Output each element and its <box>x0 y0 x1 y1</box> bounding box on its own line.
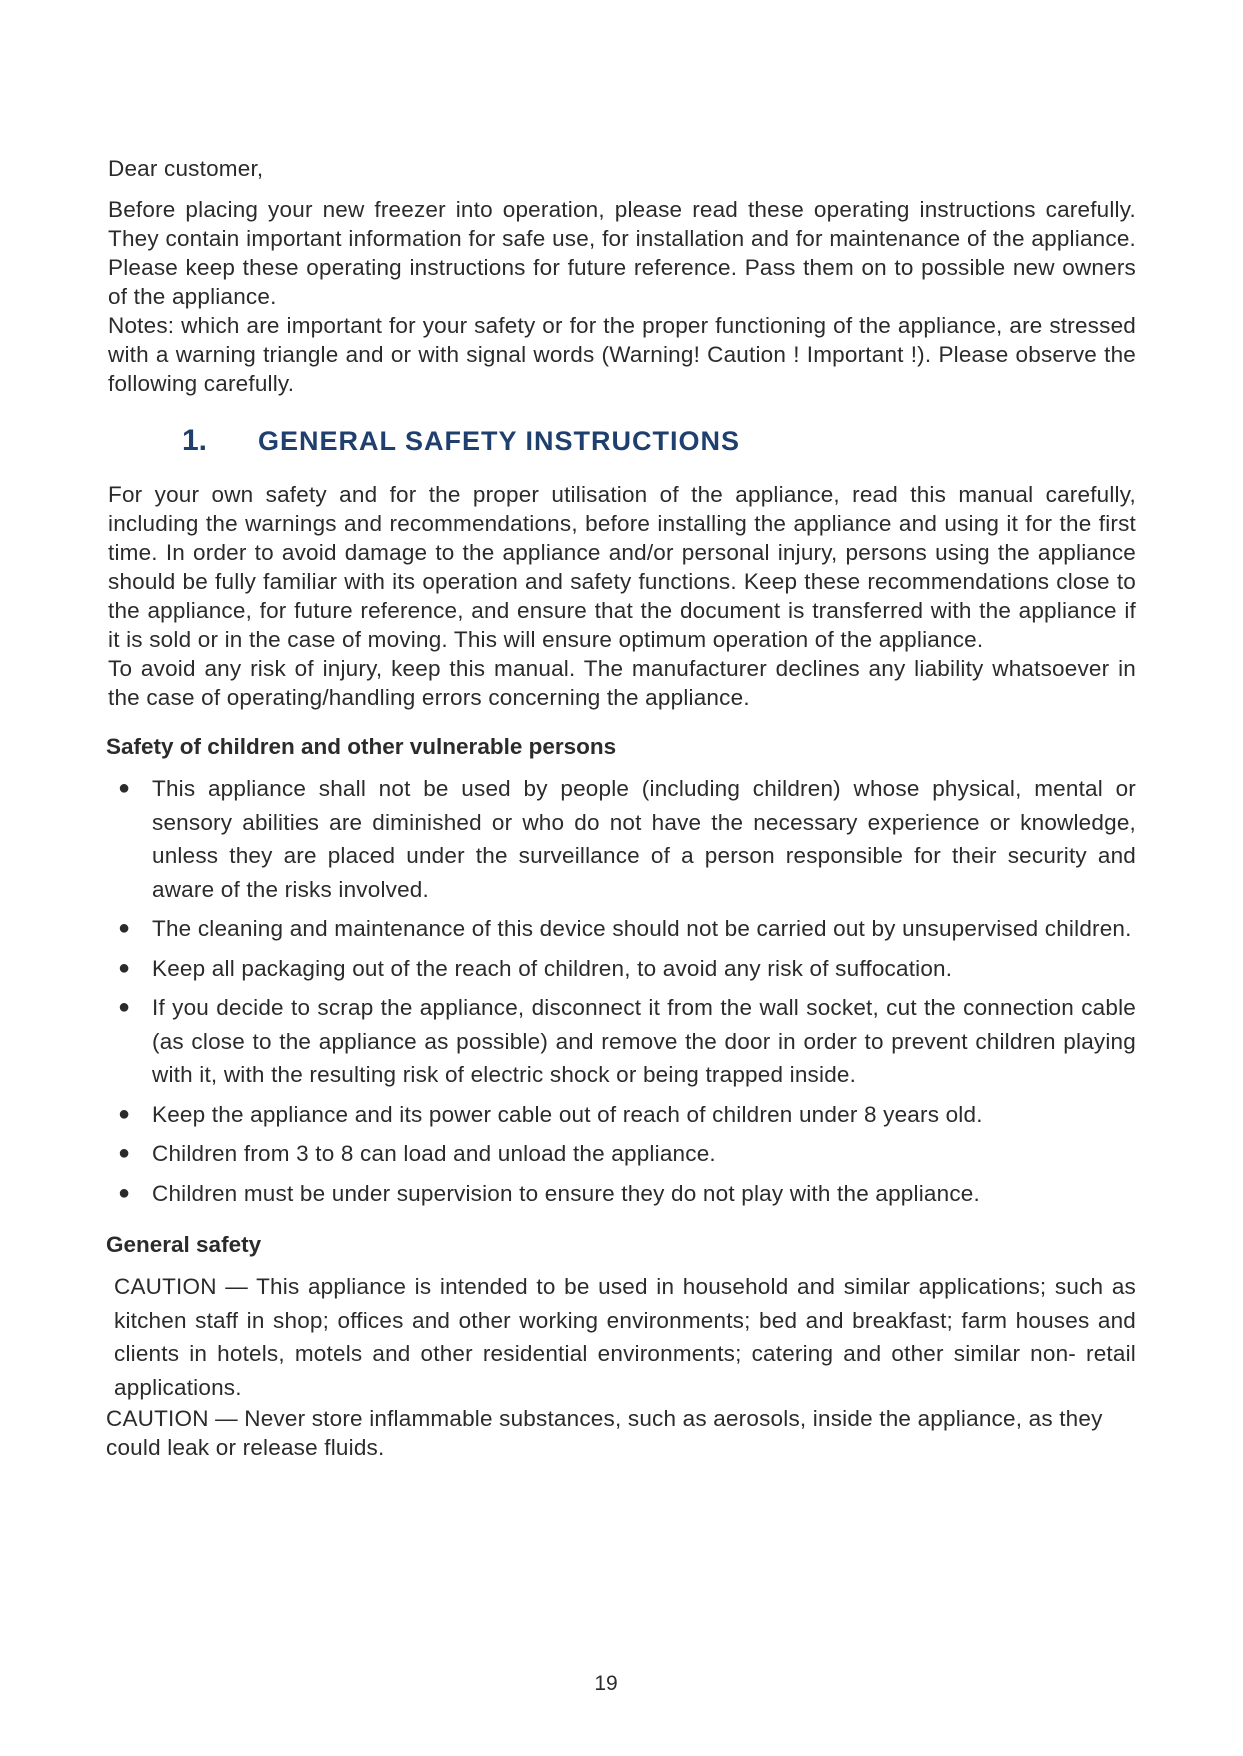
list-item-text: The cleaning and maintenance of this device should not be carried out by unsupervised children. <box>152 916 1132 941</box>
list-item-text: This appliance shall not be used by people (including children) whose physical, mental or sensory abilities are diminished or who do not have the necessary experience or knowledge, unless they are placed under the surveillance of a person responsible for their security and aware of the risks involved. <box>152 776 1136 902</box>
notes-paragraph: Notes: which are important for your safety or for the proper functioning of the appliance, are stressed with a warning triangle and or with signal words (Warning! Caution ! Important !). Please observe the following carefully. <box>108 313 1136 396</box>
list-item-text: If you decide to scrap the appliance, disconnect it from the wall socket, cut the connection cable (as close to the appliance as possible) and remove the door in order to prevent children playing with it, with the resulting risk of electric shock or being trapped inside. <box>152 995 1136 1087</box>
bullet-icon: ● <box>118 1181 131 1204</box>
bullet-icon: ● <box>118 956 131 979</box>
page-content <box>108 154 1136 1462</box>
list-item <box>108 772 1136 906</box>
bullet-icon: ● <box>118 1102 131 1125</box>
list-item <box>108 1098 1136 1132</box>
list-item-text: Keep all packaging out of the reach of children, to avoid any risk of suffocation. <box>152 955 953 981</box>
bullet-icon: ● <box>118 996 131 1018</box>
list-item <box>108 991 1136 1092</box>
list-item-text: Children must be under supervision to ensure they do not play with the appliance. <box>152 1180 980 1206</box>
children-safety-heading: Safety of children and other vulnerable persons <box>106 734 617 759</box>
list-item-text: Keep the appliance and its power cable out of reach of children under 8 years old. <box>152 1101 983 1127</box>
bullet-icon: ● <box>118 777 131 799</box>
caution-inflammable: CAUTION — Never store inflammable substances, such as aerosols, inside the appliance, as they could leak or release fluids. <box>106 1406 1103 1460</box>
bullet-icon: ● <box>118 917 131 939</box>
list-item <box>108 912 1136 946</box>
list-item-text: Children from 3 to 8 can load and unload the appliance. <box>152 1141 716 1166</box>
intro-paragraph: Before placing your new freezer into operation, please read these operating instructions carefully. They contain important information for safe use, for installation and for maintenance of the appliance. Please keep these operating instructions for future reference. Pass them on to possible new owners of the appliance. <box>108 197 1136 309</box>
general-safety-heading: General safety <box>106 1232 262 1257</box>
caution-household-use: CAUTION — This appliance is intended to be used in household and similar applications; such as kitchen staff in shop; offices and other working environments; bed and breakfast; farm houses and clients in hotels, motels and other residential environments; catering and other similar non- retail applications. <box>114 1274 1136 1400</box>
page-number: 19 <box>594 1672 618 1695</box>
list-item <box>108 952 1136 986</box>
bullet-icon: ● <box>118 1142 131 1164</box>
list-item <box>108 1137 1136 1171</box>
section-number: 1. <box>182 424 208 457</box>
section-heading <box>182 424 1136 458</box>
list-item <box>108 1177 1136 1211</box>
section-title: GENERAL SAFETY INSTRUCTIONS <box>258 426 741 456</box>
section-paragraph-1: For your own safety and for the proper utilisation of the appliance, read this manual carefully, including the warnings and recommendations, before installing the appliance and using it for the first time. In order to avoid damage to the appliance and/or personal injury, persons using the appliance should be fully familiar with its operation and safety functions. Keep these recommendations close to the appliance, for future reference, and ensure that the document is transferred with the appliance if it is sold or in the case of moving. This will ensure optimum operation of the appliance. <box>108 482 1136 652</box>
section-paragraph-2: To avoid any risk of injury, keep this manual. The manufacturer declines any liability whatsoever in the case of operating/handling errors concerning the appliance. <box>108 656 1136 710</box>
greeting: Dear customer, <box>108 156 264 181</box>
children-safety-list <box>108 772 1136 1210</box>
